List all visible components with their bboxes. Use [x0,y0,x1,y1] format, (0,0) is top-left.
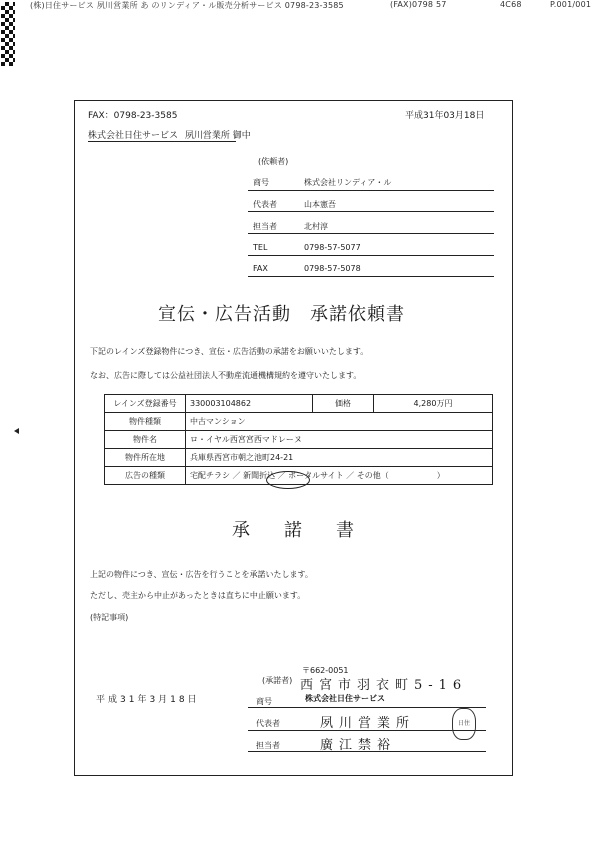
edge-arrow-mark [14,428,19,434]
signer-heading: (承諾者) [262,676,293,685]
requester-line [248,255,494,256]
table-value: 兵庫県西宮市朝之池町24-21 [186,449,493,467]
selected-option-circle [266,471,310,489]
requester-value: 北村淳 [304,222,328,231]
table-label: 価格 [313,395,374,413]
requester-label: FAX [253,264,268,273]
addressee-suffix: 御中 [232,131,251,141]
fax-header-marks: 4C68 [500,0,522,9]
fax-header [30,0,592,11]
addressee-branch: 夙川営業所 [184,131,230,141]
table-label: 広告の種類 [105,467,186,485]
fax-number: FAX：0798-23-3585 [88,111,178,121]
requester-label: TEL [253,243,268,252]
request-line-1: 下記のレインズ登録物件につき、宣伝・広告活動の承諾をお願いいたします。 [90,347,369,356]
table-label: 物件所在地 [105,449,186,467]
company-seal-stamp: 日住 [452,708,476,740]
requester-label: 代表者 [253,200,277,209]
table-row [105,395,493,413]
fax-header-number: (FAX)0798 57 [390,0,447,9]
requester-line [248,276,494,277]
requester-value: 株式会社リンディア・ル [304,178,392,187]
request-title: 宣伝・広告活動 承諾依頼書 [158,304,405,325]
request-line-2: なお、広告に際しては公益社団法人不動産流通機構規約を遵守いたします。 [90,371,362,380]
addressee-underline [88,141,236,142]
fax-checker-pattern [1,2,15,66]
requester-line [248,190,494,191]
approval-line-1: 上記の物件につき、宣伝・広告を行うことを承諾いたします。 [90,570,313,579]
table-value: 中古マンション [186,413,493,431]
table-label: レインズ登録番号 [105,395,186,413]
signer-postal: 〒662-0051 [302,666,349,675]
fax-header-sender: (株)日住サービス 夙川営業所 あ のリンディア・ル販売分析サービス 0798-23-3585 [30,1,344,10]
requester-heading: (依頼者) [258,157,289,166]
signer-line [248,707,486,708]
requester-value: 山本憲吾 [304,200,336,209]
table-row [105,431,493,449]
table-value: ロ・イヤル西宮宮西マドレーヌ [186,431,493,449]
table-row [105,449,493,467]
signer-label: 代表者 [256,719,280,728]
table-value: 4,280万円 [374,395,493,413]
requester-label: 商号 [253,178,269,187]
requester-label: 担当者 [253,222,277,231]
table-label: 物件種類 [105,413,186,431]
signer-line [248,730,486,731]
signer-label: 商号 [256,697,272,706]
table-value: 宅配チラシ ／ 新聞折込 ／ ポータルサイト ／ その他（ ） [186,467,493,485]
fax-header-page: P.001/001 [550,0,592,9]
signer-value: 廣江禁裕 [320,738,397,753]
requester-value: 0798-57-5077 [304,243,361,252]
table-row [105,413,493,431]
signer-value: 夙川営業所 [320,716,416,731]
approval-line-2: ただし、売主から中止があったときは直ちに中止願います。 [90,591,306,600]
addressee [88,128,251,141]
requester-value: 0798-57-5078 [304,264,361,273]
signer-line [248,751,486,752]
document-date: 平成31年03月18日 [405,111,485,121]
approval-title: 承諾書 [232,520,388,541]
signer-address: 西宮市羽衣町5-16 [300,678,468,693]
approval-note: (特記事項) [90,613,129,622]
table-value: 330003104862 [186,395,313,413]
signer-value: 株式会社日住サービス [305,694,385,703]
approval-date: 平成31年3月18日 [96,695,200,705]
signer-label: 担当者 [256,741,280,750]
addressee-company: 株式会社日住サービス [88,131,179,141]
requester-line [248,211,494,212]
requester-line [248,233,494,234]
table-label: 物件名 [105,431,186,449]
